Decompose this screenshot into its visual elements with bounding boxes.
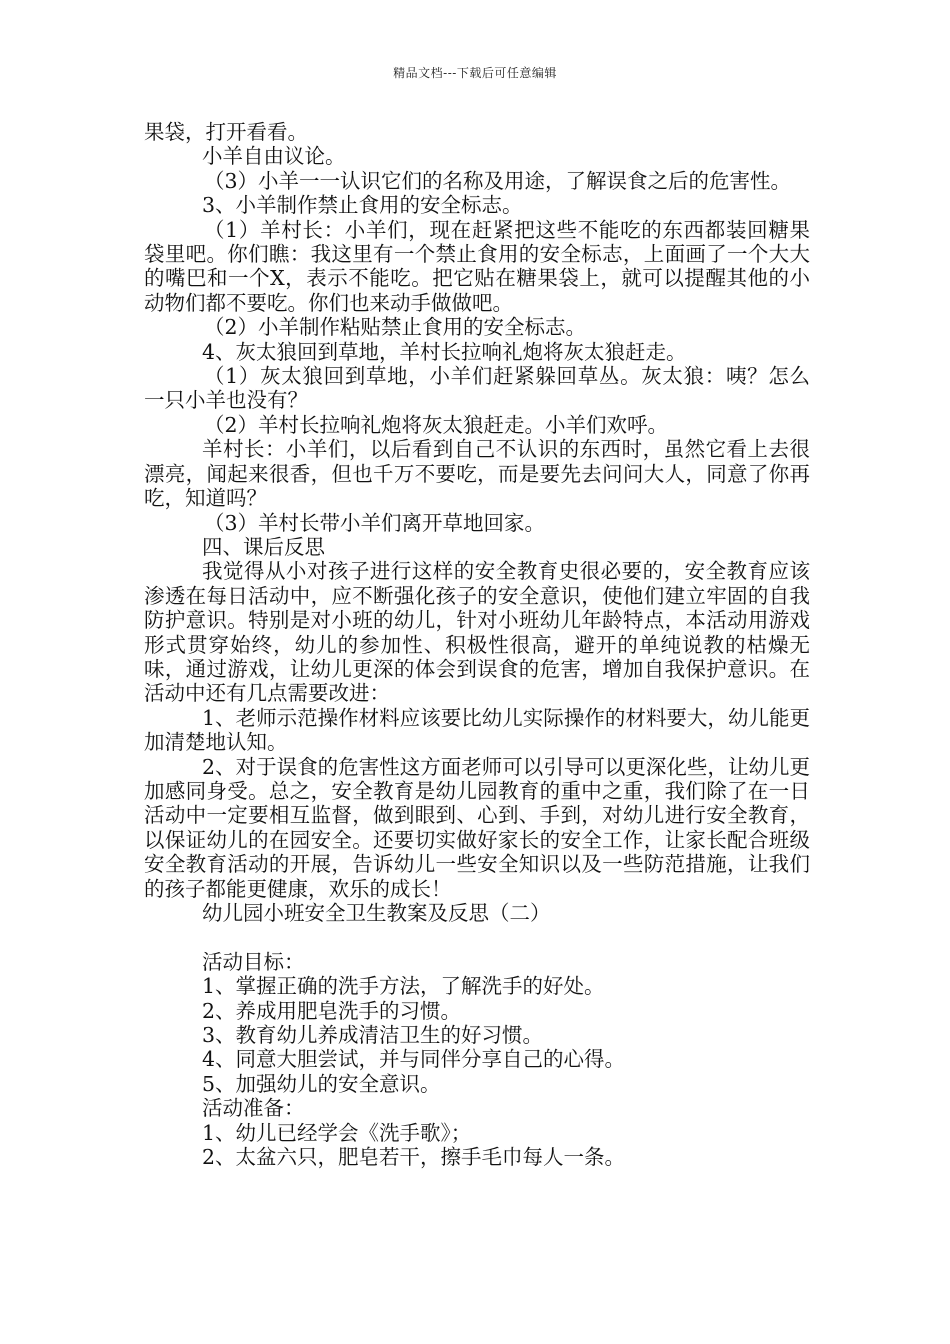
paragraph: 羊村长：小羊们，以后看到自己不认识的东西时，虽然它看上去很漂亮，闻起来很香，但也千万不要吃，而是要先去问问大人，同意了你再吃，知道吗？ (144, 437, 810, 511)
paragraph: （3）小羊一一认识它们的名称及用途，了解误食之后的危害性。 (204, 168, 792, 193)
paragraph: （1）羊村长：小羊们，现在赶紧把这些不能吃的东西都装回糖果袋里吧。你们瞧：我这里有一个禁止食用的安全标志，上面画了一个大大的嘴巴和一个X，表示不能吃。把它贴在糖果袋上，就可以提醒其他的小动物们都不要吃。你们也来动手做做吧。 (144, 217, 810, 315)
paragraph: 小羊自由议论。 (202, 144, 346, 169)
list-item: 2、太盆六只，肥皂若干，擦手毛巾每人一条。 (202, 1145, 626, 1170)
document-body (144, 120, 810, 1169)
list-item: 3、教育幼儿养成清洁卫生的好习惯。 (202, 1023, 544, 1048)
list-item: 1、掌握正确的洗手方法，了解洗手的好处。 (202, 974, 605, 999)
section-heading: 3、小羊制作禁止食用的安全标志。 (202, 193, 523, 218)
list-item: 2、养成用肥皂洗手的习惯。 (202, 998, 462, 1023)
paragraph: （2）小羊制作粘贴禁止食用的安全标志。 (204, 315, 587, 340)
paragraph: 果袋，打开看看。 (144, 120, 308, 144)
page-header: 精品文档---下载后可任意编辑 (393, 66, 557, 80)
paragraph: 我觉得从小对孩子进行这样的安全教育史很必要的，安全教育应该渗透在每日活动中，应不断强化孩子的安全意识，使他们建立牢固的自我防护意识。特别是对小班的幼儿，针对小班幼儿年龄特点，本活动用游戏形式贯穿始终，幼儿的参加性、积极性很高，避开的单纯说教的枯燥无味，通过游戏，让幼儿更深的体会到误食的危害，增加自我保护意识。在活动中还有几点需要改进： (144, 559, 810, 706)
paragraph: （3）羊村长带小羊们离开草地回家。 (204, 510, 546, 535)
section-heading: 活动准备： (202, 1096, 305, 1121)
list-item: 1、老师示范操作材料应该要比幼儿实际操作的材料要大，幼儿能更加清楚地认知。 (144, 705, 810, 755)
list-item: 5、加强幼儿的安全意识。 (202, 1071, 441, 1096)
paragraph: （2）羊村长拉响礼炮将灰太狼赶走。小羊们欢呼。 (204, 412, 669, 437)
blank-line (144, 925, 810, 949)
list-item: 2、对于误食的危害性这方面老师可以引导可以更深化些，让幼儿更加感同身受。总之，安全教育是幼儿园教育的重中之重，我们除了在一日活动中一定要相互监督，做到眼到、心到、手到，对幼儿进行安全教育，以保证幼儿的在园安全。还要切实做好家长的安全工作，让家长配合班级安全教育活动的开展，告诉幼儿一些安全知识以及一些防范措施，让我们的孩子都能更健康，欢乐的成长！ (144, 754, 810, 901)
paragraph: （1）灰太狼回到草地，小羊们赶紧躲回草丛。灰太狼：咦？怎么一只小羊也没有？ (144, 364, 810, 413)
list-item: 1、幼儿已经学会《洗手歌》； (202, 1120, 472, 1145)
list-item: 4、同意大胆尝试，并与同伴分享自己的心得。 (202, 1047, 626, 1072)
document-title: 幼儿园小班安全卫生教案及反思（二） (202, 901, 551, 925)
section-heading: 活动目标： (202, 949, 305, 974)
section-heading: 四、课后反思 (202, 534, 325, 559)
section-heading: 4、灰太狼回到草地，羊村长拉响礼炮将灰太狼赶走。 (202, 339, 687, 364)
